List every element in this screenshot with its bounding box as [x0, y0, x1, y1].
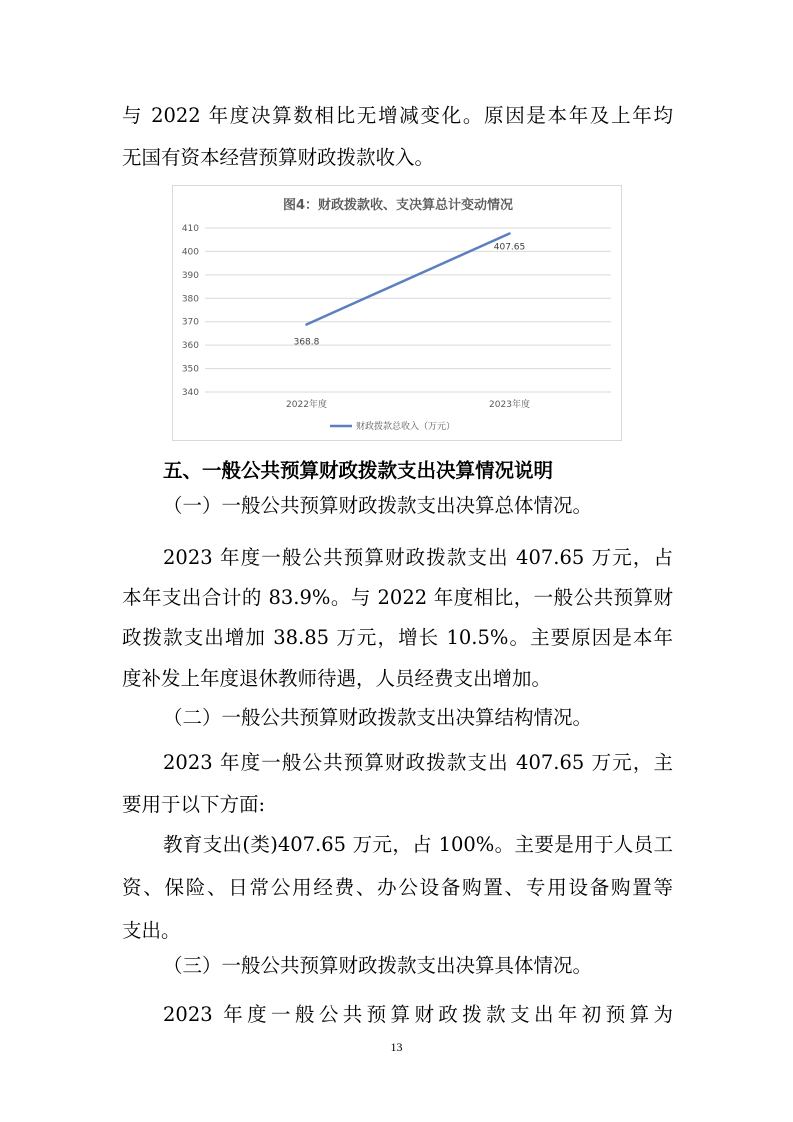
paragraph-line: 政拨款支出增加 38.85 万元，增长 10.5%。主要原因是本年 — [122, 626, 673, 649]
paragraph-line: 本年支出合计的 83.9%。与 2022 年度相比，一般公共预算财 — [122, 586, 673, 609]
y-tick-label: 400 — [181, 247, 199, 258]
y-tick-label: 340 — [181, 388, 199, 398]
y-tick-label: 380 — [181, 294, 199, 305]
y-tick-label: 410 — [181, 224, 199, 234]
y-tick-label: 390 — [181, 270, 199, 281]
paragraph-line: 2023 年度一般公共预算财政拨款支出 407.65 万元，主 — [163, 751, 673, 774]
paragraph-line: 与 2022 年度决算数相比无增减变化。原因是本年及上年均 — [122, 104, 673, 127]
y-tick-label: 370 — [181, 317, 199, 328]
paragraph-line: 资、保险、日常公用经费、办公设备购置、专用设备购置等 — [122, 876, 673, 899]
expenditure-change-chart — [172, 185, 622, 441]
data-label: 407.65 — [493, 242, 526, 253]
subsection-heading: （二）一般公共预算财政拨款支出决算结构情况。 — [163, 706, 593, 729]
x-tick-label: 2023年度 — [489, 400, 530, 410]
y-tick-label: 350 — [181, 364, 199, 375]
paragraph-line: 2023 年度一般公共预算财政拨款支出 407.65 万元，占 — [163, 546, 673, 569]
data-label: 368.8 — [293, 337, 320, 348]
y-tick-label: 360 — [181, 341, 199, 352]
paragraph-line: 2023 年度一般公共预算财政拨款支出年初预算为 — [163, 1003, 673, 1026]
x-tick-label: 2022年度 — [286, 400, 327, 410]
paragraph-line: 要用于以下方面: — [122, 793, 266, 816]
chart-legend — [330, 420, 455, 432]
subsection-heading: （一）一般公共预算财政拨款支出决算总体情况。 — [163, 494, 593, 517]
subsection-heading: （三）一般公共预算财政拨款支出决算具体情况。 — [163, 954, 593, 977]
paragraph-line: 支出。 — [122, 919, 181, 942]
chart-title: 图4：财政拨款收、支决算总计变动情况 — [282, 198, 514, 213]
section-heading: 五、一般公共预算财政拨款支出决算情况说明 — [163, 459, 554, 482]
paragraph-line: 无国有资本经营预算财政拨款收入。 — [122, 146, 435, 169]
page-number: 13 — [390, 1040, 403, 1054]
series-line — [307, 234, 510, 325]
legend-label: 财政拨款总收入（万元） — [356, 422, 456, 432]
paragraph-line: 教育支出(类)407.65 万元，占 100%。主要是用于人员工 — [163, 833, 673, 856]
paragraph-line: 度补发上年度退休教师待遇，人员经费支出增加。 — [122, 667, 552, 690]
